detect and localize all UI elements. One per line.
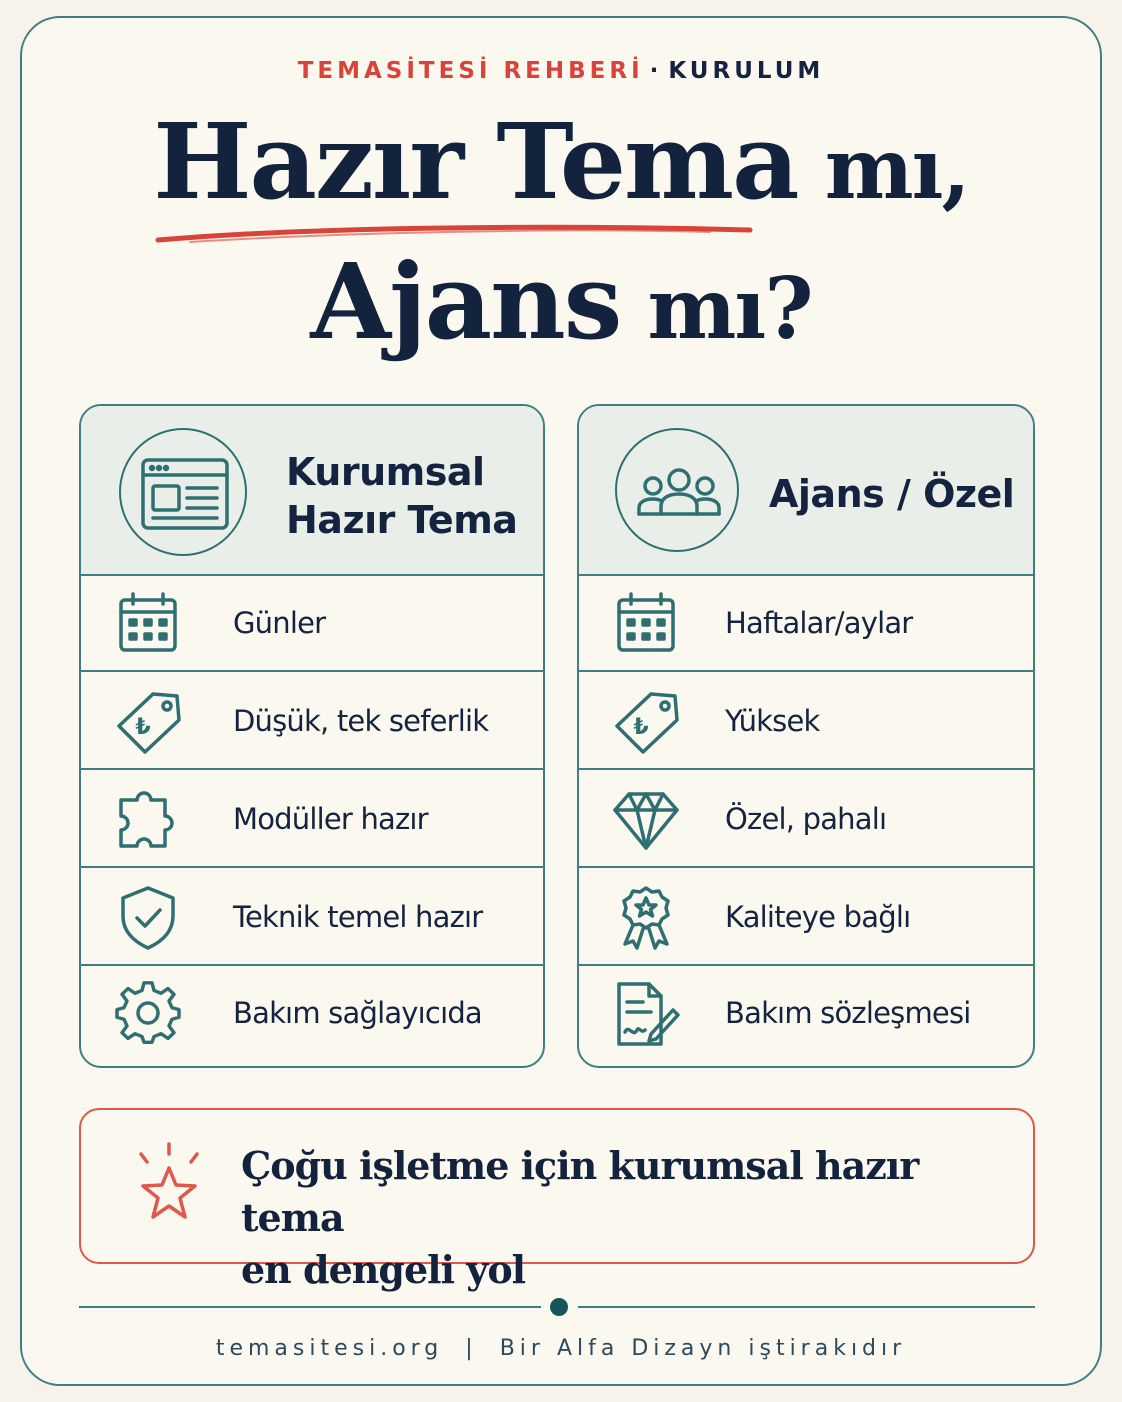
eyebrow-section: KURULUM <box>668 58 825 84</box>
callout-line-1: Çoğu işletme için kurumsal hazır tema <box>241 1143 919 1240</box>
row-label: Bakım sağlayıcıda <box>233 996 482 1030</box>
price-tag-icon <box>611 688 681 756</box>
list-item <box>579 674 1033 770</box>
list-item <box>81 772 543 868</box>
title-main-1: Hazır Tema <box>153 100 798 223</box>
list-item <box>579 966 1033 1062</box>
title-small-2: mı? <box>620 259 812 358</box>
recommendation-callout <box>79 1108 1035 1292</box>
eyebrow-guide: TEMASİTESİ REHBERİ <box>297 58 644 84</box>
footer-site-link[interactable]: temasitesi.org <box>215 1336 444 1361</box>
card-title-line-2: Hazır Tema <box>286 498 518 542</box>
callout-line-2: en dengeli yol <box>241 1247 526 1292</box>
row-label: Haftalar/aylar <box>725 606 913 640</box>
list-item <box>579 576 1033 672</box>
footer-note: Bir Alfa Dizayn iştirakıdır <box>499 1336 907 1361</box>
footer <box>0 1336 1122 1361</box>
row-label: Teknik temel hazır <box>233 900 483 934</box>
contract-icon <box>611 980 681 1048</box>
row-label: Özel, pahalı <box>725 802 887 836</box>
agency-card <box>577 404 1035 1068</box>
puzzle-icon <box>113 786 183 854</box>
gear-icon <box>113 980 183 1048</box>
list-item <box>81 966 543 1062</box>
ready-theme-card-header <box>81 406 543 576</box>
footer-divider-right <box>578 1306 1035 1308</box>
agency-card-title: Ajans / Özel <box>769 472 1015 516</box>
agency-card-header <box>579 406 1033 576</box>
page-title-line-1 <box>0 100 1122 223</box>
price-tag-icon <box>113 688 183 756</box>
list-item <box>579 870 1033 966</box>
footer-separator: | <box>465 1336 478 1361</box>
ready-theme-card-title <box>286 448 517 544</box>
list-item <box>81 576 543 672</box>
eyebrow <box>0 58 1122 84</box>
page-title-line-2 <box>0 240 1122 363</box>
list-item <box>579 772 1033 868</box>
row-label: Bakım sözleşmesi <box>725 996 971 1030</box>
calendar-icon <box>113 590 183 658</box>
ready-theme-card <box>79 404 545 1068</box>
star-icon <box>129 1140 209 1230</box>
footer-divider-dot <box>550 1298 568 1316</box>
list-item <box>81 870 543 966</box>
browser-window-icon <box>119 428 247 556</box>
diamond-icon <box>611 786 681 854</box>
title-small-1: mı, <box>797 119 969 218</box>
svg-text:₺: ₺ <box>633 715 649 740</box>
award-badge-icon <box>611 884 681 952</box>
row-label: Yüksek <box>725 704 820 738</box>
row-label: Modüller hazır <box>233 802 428 836</box>
card-title-line-1: Kurumsal <box>286 450 485 494</box>
row-label: Kaliteye bağlı <box>725 900 911 934</box>
callout-text <box>241 1140 1033 1296</box>
calendar-icon <box>611 590 681 658</box>
shield-check-icon <box>113 884 183 952</box>
svg-text:₺: ₺ <box>135 715 151 740</box>
people-group-icon <box>615 428 739 552</box>
row-label: Düşük, tek seferlik <box>233 704 489 738</box>
eyebrow-dot: · <box>649 58 663 84</box>
list-item <box>81 674 543 770</box>
title-main-2: Ajans <box>310 240 621 363</box>
footer-divider-left <box>79 1306 541 1308</box>
row-label: Günler <box>233 606 326 640</box>
